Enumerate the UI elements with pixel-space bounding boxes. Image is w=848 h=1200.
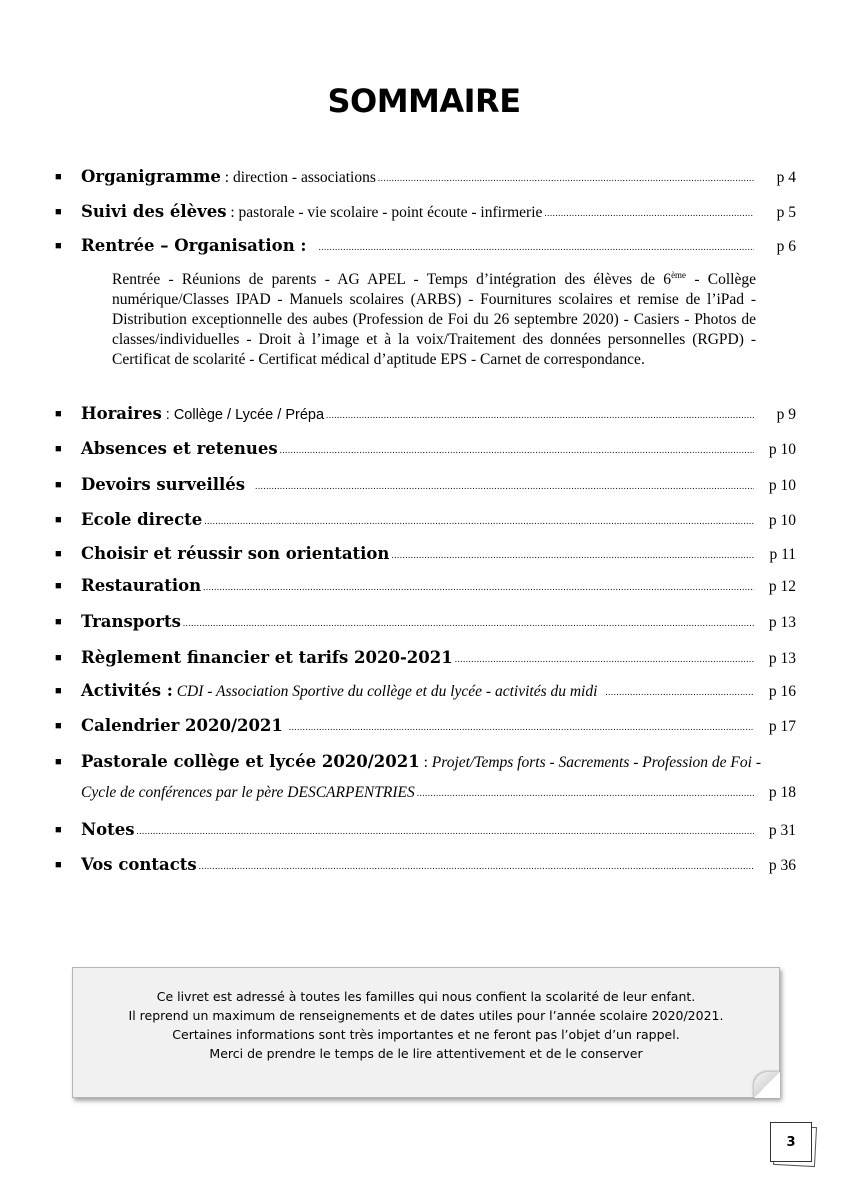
toc-entry-notes[interactable] [55, 820, 796, 842]
bullet-icon: ■ [55, 548, 62, 560]
toc-entry-orientation[interactable] [55, 544, 796, 566]
notice-line: Certaines informations sont très importantes et ne feront pas l’objet d’un rappel. [172, 1027, 680, 1042]
toc-heading: Absences et retenues [81, 439, 278, 458]
dot-leader [605, 682, 754, 702]
bullet-icon: ■ [55, 443, 62, 455]
toc-entry-suivi-eleves[interactable] [55, 202, 796, 224]
dot-leader [326, 405, 754, 425]
dot-leader [417, 788, 754, 798]
toc-heading: Activités : [81, 681, 173, 700]
toc-page: p 5 [776, 204, 796, 221]
dot-leader [183, 613, 754, 633]
toc-subtitle: : [419, 754, 432, 771]
toc-page: p 11 [769, 546, 796, 563]
toc-subtitle-italic: Cycle de conférences par le père DESCARPENTRIES [81, 784, 415, 801]
toc-subtitle-italic: Projet/Temps forts - Sacrements - Profession de Foi - [431, 754, 761, 771]
toc-page: p 16 [768, 683, 796, 700]
page-curl-icon [754, 1072, 780, 1098]
toc-heading: Vos contacts [81, 855, 197, 874]
toc-page: p 31 [768, 822, 796, 839]
bullet-icon: ■ [55, 580, 62, 592]
toc-entry-restauration[interactable] [55, 576, 796, 598]
toc-page: p 18 [768, 784, 796, 801]
toc-page: p 10 [768, 441, 796, 458]
toc-entry-reglement[interactable] [55, 648, 796, 670]
dot-leader [199, 856, 754, 876]
toc-subtitle: CDI - Association Sportive du collège et du lycée - activités du midi [172, 683, 598, 700]
bullet-icon: ■ [55, 206, 62, 218]
toc-page: p 12 [768, 578, 796, 595]
toc-heading: Transports [81, 612, 181, 631]
bullet-icon: ■ [55, 616, 62, 628]
toc-page: p 6 [776, 238, 796, 255]
toc-heading: Ecole directe [81, 510, 203, 529]
toc-heading: Restauration [81, 576, 202, 595]
bullet-icon: ■ [55, 479, 62, 491]
toc-entry-rentree[interactable] [55, 236, 796, 258]
bullet-icon: ■ [55, 685, 62, 697]
toc-heading: Rentrée – Organisation : [81, 236, 307, 255]
bullet-icon: ■ [55, 408, 62, 420]
toc-subtitle: : direction - associations [220, 169, 376, 186]
toc-heading: Horaires [81, 404, 162, 423]
dot-leader [319, 237, 754, 257]
toc-page: p 13 [768, 650, 796, 667]
toc-entry-pastorale-continuation[interactable] [81, 784, 796, 802]
toc-heading: Organigramme [81, 167, 221, 186]
rentree-details-text: Rentrée - Réunions de parents - AG APEL - Temps d’intégration des élèves de 6 [112, 271, 672, 288]
dot-leader [203, 577, 754, 597]
toc-entry-transports[interactable] [55, 612, 796, 634]
toc-page: p 36 [768, 857, 796, 874]
toc-page: p 13 [768, 614, 796, 631]
toc-entry-ecole-directe[interactable] [55, 510, 796, 532]
notice-line: Merci de prendre le temps de le lire attentivement et de le conserver [209, 1046, 643, 1061]
bullet-icon: ■ [55, 171, 62, 183]
toc-heading: Calendrier 2020/2021 [81, 716, 283, 735]
dot-leader [255, 476, 754, 496]
rentree-details-text: - Collège numérique/Classes IPAD - Manuels scolaires (ARBS) - Fournitures scolaires et remise de l’iPad - Distribution exceptionnelle des aubes (Profession de Foi du 26 septembre 2020) - Casiers - Photos de classes/individuelles - Droit à l’image et à la voix/Traitement des données personnelles (RGPD) - Certificat de scolarité - Certificat médical d’aptitude EPS - Carnet de correspondance. [112, 271, 756, 368]
toc-entry-activites[interactable] [55, 681, 796, 703]
toc-entry-absences[interactable] [55, 439, 796, 461]
toc-entry-calendrier[interactable] [55, 716, 796, 738]
notice-line: Il reprend un maximum de renseignements et de dates utiles pour l’année scolaire 2020/2021. [128, 1008, 724, 1023]
toc-heading: Règlement financier et tarifs 2020-2021 [81, 648, 453, 667]
bullet-icon: ■ [55, 240, 62, 252]
page-number: 3 [770, 1122, 812, 1162]
toc-entry-devoirs[interactable] [55, 475, 796, 497]
toc-entry-horaires[interactable] [55, 404, 796, 426]
bullet-icon: ■ [55, 652, 62, 664]
toc-page: p 17 [768, 718, 796, 735]
dot-leader [280, 440, 754, 460]
toc-page: p 9 [776, 406, 796, 423]
dot-leader [455, 649, 754, 669]
superscript: ème [671, 270, 687, 280]
toc-heading: Devoirs surveillés [81, 475, 246, 494]
toc-page: p 10 [768, 512, 796, 529]
dot-leader [544, 203, 754, 223]
toc-heading: Notes [81, 820, 135, 839]
toc-subtitle: : Collège / Lycée / Prépa [161, 407, 325, 423]
rentree-details [112, 270, 756, 370]
dot-leader [289, 717, 754, 737]
toc-subtitle: : pastorale - vie scolaire - point écoute - infirmerie [226, 204, 543, 221]
toc-entry-contacts[interactable] [55, 855, 796, 877]
toc-heading: Choisir et réussir son orientation [81, 544, 390, 563]
toc-page: p 4 [776, 169, 796, 186]
bullet-icon: ■ [55, 720, 62, 732]
page-title: SOMMAIRE [327, 82, 521, 120]
notice-box [72, 967, 780, 1098]
dot-leader [391, 545, 754, 565]
toc-heading: Suivi des élèves [81, 202, 227, 221]
bullet-icon: ■ [55, 756, 62, 768]
dot-leader [378, 168, 754, 188]
notice-line: Ce livret est adressé à toutes les familles qui nous confient la scolarité de leur enfant. [156, 989, 696, 1004]
page-number-box [770, 1122, 816, 1166]
bullet-icon: ■ [55, 824, 62, 836]
toc-heading: Pastorale collège et lycée 2020/2021 [81, 752, 420, 771]
dot-leader [137, 821, 755, 841]
dot-leader [204, 511, 754, 531]
toc-entry-pastorale[interactable] [55, 752, 796, 774]
toc-page: p 10 [768, 477, 796, 494]
bullet-icon: ■ [55, 514, 62, 526]
toc-entry-organigramme[interactable] [55, 167, 796, 189]
bullet-icon: ■ [55, 859, 62, 871]
